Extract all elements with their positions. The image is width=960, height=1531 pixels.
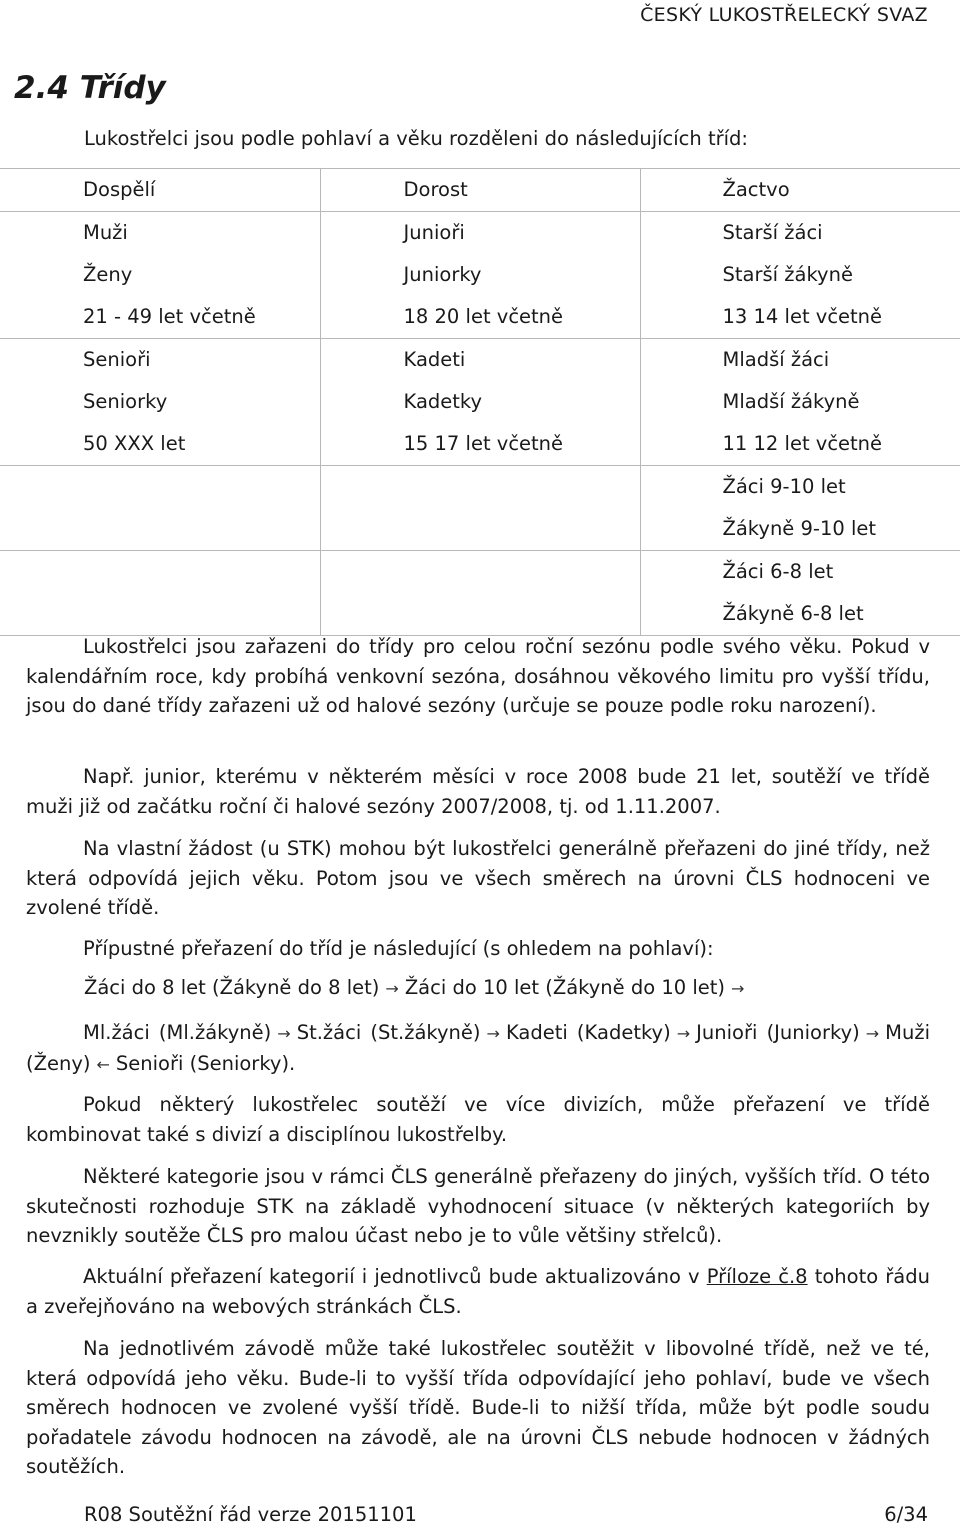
arrow-right-icon: → [486,1024,500,1043]
classes-table [0,168,960,636]
table-row [0,551,960,636]
reassignment-line-1: Žáci do 8 let (Žákyně do 8 let) → Žáci do 10 let (Žákyně do 10 let) → [84,976,750,999]
table-cell [320,551,640,636]
table-cell: Žáci 6-8 let Žákyně 6-8 let [640,551,960,636]
table-cell: Starší žáci Starší žákyně 13 14 let včetně [640,212,960,339]
table-row [0,339,960,466]
section-title: 2.4 Třídy [14,70,166,106]
table-cell: Kadeti Kadetky 15 17 let včetně [320,339,640,466]
arrow-right-icon: → [385,979,399,998]
arrow-right-icon: → [731,979,745,998]
paragraph-divisions: Pokud některý lukostřelec soutěží ve více divizích, může přeřazení ve třídě kombinovat také s divizí a disciplínou lukostřelby. [26,1093,930,1146]
table-header-cell: Dospělí [0,169,320,212]
paragraph-request-reassignment: Na vlastní žádost (u STK) mohou být lukostřelci generálně přeřazeni do jiné třídy, než která odpovídá jejich věku. Potom jsou ve všech směrech na úrovni ČLS hodnoceni ve zvolené třídě. [26,837,930,919]
table-cell: Junioři Juniorky 18 20 let včetně [320,212,640,339]
paragraph-current-reassignment: Aktuální přeřazení kategorií i jednotlivců bude aktualizováno v Příloze č.8 tohoto řádu a zveřejňováno na webových stránkách ČLS. [26,1265,930,1318]
table-cell: Žáci 9-10 let Žákyně 9-10 let [640,466,960,551]
appendix-8-link[interactable]: Příloze č.8 [706,1265,808,1288]
intro-text: Lukostřelci jsou podle pohlaví a věku rozděleni do následujících tříd: [84,127,748,150]
arrow-right-icon: → [865,1024,880,1043]
paragraph-class-assignment: Lukostřelci jsou zařazeni do třídy pro celou roční sezónu podle svého věku. Pokud v kalendářním roce, kdy probíhá venkovní sezóna, dosáhnou věkového limitu pro vyšší třídu, jsou do dané třídy zařazeni už od halové sezóny (určuje se pouze podle roku narození). [26,635,930,717]
table-header-row [0,169,960,212]
table-row [0,212,960,339]
footer-page-number: 6/34 [884,1503,928,1526]
table-cell: Mladší žáci Mladší žákyně 11 12 let včetně [640,339,960,466]
paragraph-allowed-reassignment: Přípustné přeřazení do tříd je následující (s ohledem na pohlaví): [83,937,714,960]
arrow-left-icon: ← [96,1054,110,1074]
arrow-right-icon: → [277,1024,291,1043]
table-cell [0,466,320,551]
table-cell: Senioři Seniorky 50 XXX let [0,339,320,466]
footer-document: R08 Soutěžní řád verze 20151101 [84,1503,417,1526]
paragraph-general-reassignment: Některé kategorie jsou v rámci ČLS generálně přeřazeny do jiných, vyšších tříd. O této skutečnosti rozhoduje STK na základě vyhodnocení situace (v některých kategoriích by nevznikly soutěže ČLS pro malou účast nebo je to vůle většiny střelců). [26,1165,930,1247]
header-organization: ČESKÝ LUKOSTŘELECKÝ SVAZ [640,4,928,26]
table-cell: Muži Ženy 21 - 49 let včetně [0,212,320,339]
table-header-cell: Žactvo [640,169,960,212]
arrow-right-icon: → [676,1024,691,1043]
table-cell [320,466,640,551]
paragraph-single-event: Na jednotlivém závodě může také lukostřelec soutěžit v libovolné třídě, než ve té, která odpovídá jeho věku. Bude-li to vyšší třída odpovídající jeho pohlaví, bude ve všech směrech hodnocen ve zvolené vyšší třídě. Bude-li to nižší třída, může být podle soudu pořadatele závodu hodnocen na závodě, ale na úrovni ČLS nebude hodnocen v žádných soutěžích. [26,1337,930,1478]
table-cell [0,551,320,636]
reassignment-line-2: Ml.žáci (Ml.žákyně) → St.žáci (St.žákyně) → Kadeti (Kadetky) → Junioři (Juniorky) → Muži (Ženy) ← Senioři (Seniorky). [26,1021,930,1075]
table-header-cell: Dorost [320,169,640,212]
table-row [0,466,960,551]
paragraph-example: Např. junior, kterému v některém měsíci v roce 2008 bude 21 let, soutěží ve třídě muži již od začátku roční či halové sezóny 2007/2008, tj. od 1.11.2007. [26,765,930,818]
